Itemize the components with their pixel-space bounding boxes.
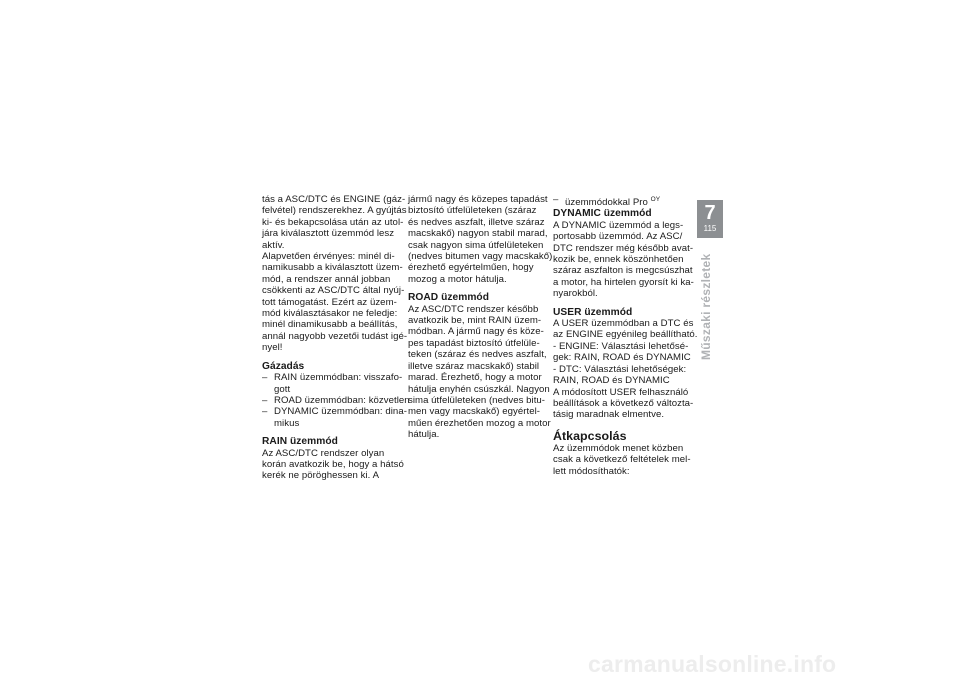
heading-atkapcsolas: Átkapcsolás: [553, 428, 627, 443]
text-line: biztosító útfelületeken (száraz: [408, 205, 537, 217]
text-line: pes tapadást biztosító útfelüle-: [408, 337, 540, 349]
text-line: illetve száraz macskakő) stabil: [408, 360, 540, 372]
text-line: korán avatkozik be, hogy a hátsó: [262, 458, 404, 470]
page-number: 115: [703, 224, 717, 233]
text-line: A DYNAMIC üzemmód a legs-: [553, 219, 684, 231]
list-item-continuation: gott: [274, 383, 291, 395]
text-line: Az ASC/DTC rendszer olyan: [262, 447, 385, 459]
rain-paragraph: [262, 448, 402, 482]
text-line: avatkozik be, mint RAIN üzem-: [408, 315, 542, 327]
text-line: A USER üzemmódban a DTC és: [553, 318, 694, 330]
text-line: beállítások a következő változta-: [553, 397, 694, 409]
chapter-tab: [697, 200, 723, 238]
watermark: carmanualsonline.info: [588, 651, 837, 677]
text-line: nyel!: [262, 342, 283, 354]
text-line: tott támogatást. Ezért az üzem-: [262, 296, 397, 308]
throttle-list: [262, 372, 410, 429]
chapter-number: 7: [704, 202, 716, 224]
text-line: az ENGINE egyénileg beállítható.: [553, 329, 698, 341]
text-line: - ENGINE: Választási lehetősé-: [553, 340, 689, 352]
text-line: portosabb üzemmód. Az ASC/: [553, 231, 683, 243]
column-3: [553, 194, 698, 477]
list-item: – RAIN üzemmódban: visszafo-: [262, 372, 402, 383]
text-line: mód kiválasztásakor ne feledje:: [262, 308, 398, 320]
superscript-mark: OY: [650, 196, 661, 203]
text-line: annál nagyobb vezetői tudást igé-: [262, 330, 408, 342]
text-line: műen érezhetően mozog a motor: [408, 417, 551, 429]
text-line: hátulja enyhén csúszkál. Nagyon: [408, 383, 550, 395]
text-line: jármű nagy és közepes tapadást: [408, 194, 548, 205]
text-line: tás a ASC/DTC és ENGINE (gáz-: [262, 194, 406, 205]
switching-paragraph: [553, 443, 693, 477]
text-line: (nedves bitumen vagy macskakő): [408, 251, 553, 263]
text-line: mód, a rendszer annál jobban: [262, 273, 391, 285]
text-line: sima útfelületeken (nedves bitu-: [408, 394, 546, 406]
text-line: minél dinamikusabb a beállítás,: [262, 319, 398, 331]
heading-dynamic-mode: DYNAMIC üzemmód: [553, 208, 652, 220]
text-line: felvétel) rendszerekhez. A gyújtás: [262, 205, 407, 217]
user-paragraph: [553, 318, 698, 421]
text-line: namikusabb a kiválasztott üzem-: [262, 262, 403, 274]
list-item-continuation: mikus: [274, 417, 300, 429]
text-line: csak nagyon sima útfelületeken: [408, 239, 544, 251]
text-line: csak a következő feltételek mel-: [553, 454, 691, 466]
text-line: jára kiválasztott üzemmód lesz: [262, 228, 395, 240]
heading-rain-mode: RAIN üzemmód: [262, 436, 338, 448]
section-title: Műszaki részletek: [699, 253, 713, 360]
text-line: lett módosíthatók:: [553, 465, 630, 477]
text-line: A módosított USER felhasználó: [553, 386, 689, 398]
text-line: Az üzemmódok menet közben: [553, 442, 684, 454]
list-item: – ROAD üzemmódban: közvetlen: [262, 395, 402, 406]
column-2: [408, 194, 553, 441]
list-item: – üzemmódokkal Pro $^{OY}$: [553, 194, 693, 208]
text-line: DTC rendszer még később avat-: [553, 242, 694, 254]
text-line: a motor, ha hirtelen gyorsít ki ka-: [553, 276, 694, 288]
text-line: csökkenti az ASC/DTC által nyúj-: [262, 285, 405, 297]
text-line: ki- és bekapcsolása után az utol-: [262, 216, 404, 228]
intro-paragraph: [262, 194, 407, 251]
text-line: hátulja.: [408, 429, 440, 441]
text-line: nyarokból.: [553, 288, 598, 300]
text-line: száraz aszfalton is megcsúszhat: [553, 265, 693, 277]
rain-continued-paragraph: [408, 194, 553, 285]
text-line: teken (száraz és nedves aszfalt,: [408, 349, 547, 361]
text-line: men vagy macskakő) egyértel-: [408, 406, 541, 418]
text-line: kozik be, ennek köszönhetően: [553, 254, 684, 266]
text-line: érezhető egyértelműen, hogy: [408, 262, 534, 274]
text-line: tásig maradnak elmentve.: [553, 409, 665, 421]
basics-paragraph: [262, 251, 408, 354]
text-line: mozog a motor hátulja.: [408, 273, 507, 285]
heading-user-mode: USER üzemmód: [553, 306, 633, 318]
heading-road-mode: ROAD üzemmód: [408, 292, 489, 304]
text-line: és nedves aszfalt, illetve száraz: [408, 216, 545, 228]
text-line: - DTC: Választási lehetőségek:: [553, 363, 687, 375]
text-line: kerék ne pöröghessen ki. A: [262, 470, 380, 482]
text-line: aktív.: [262, 239, 285, 251]
text-line: RAIN, ROAD és DYNAMIC: [553, 375, 670, 387]
dynamic-paragraph: [553, 220, 693, 300]
list-item: – DYNAMIC üzemmódban: dina-: [262, 406, 402, 417]
heading-gazadas: Gázadás: [262, 360, 305, 372]
text-line: gek: RAIN, ROAD és DYNAMIC: [553, 352, 691, 364]
text-line: Alapvetően érvényes: minél di-: [262, 251, 395, 263]
text-line: macskakő) nagyon stabil marad,: [408, 228, 548, 240]
text-line: módban. A jármű nagy és köze-: [408, 326, 544, 338]
column-1: [262, 194, 410, 482]
text-line: Az ASC/DTC rendszer később: [408, 303, 539, 315]
text-line: marad. Érezhető, hogy a motor: [408, 372, 542, 384]
road-paragraph: [408, 303, 551, 441]
